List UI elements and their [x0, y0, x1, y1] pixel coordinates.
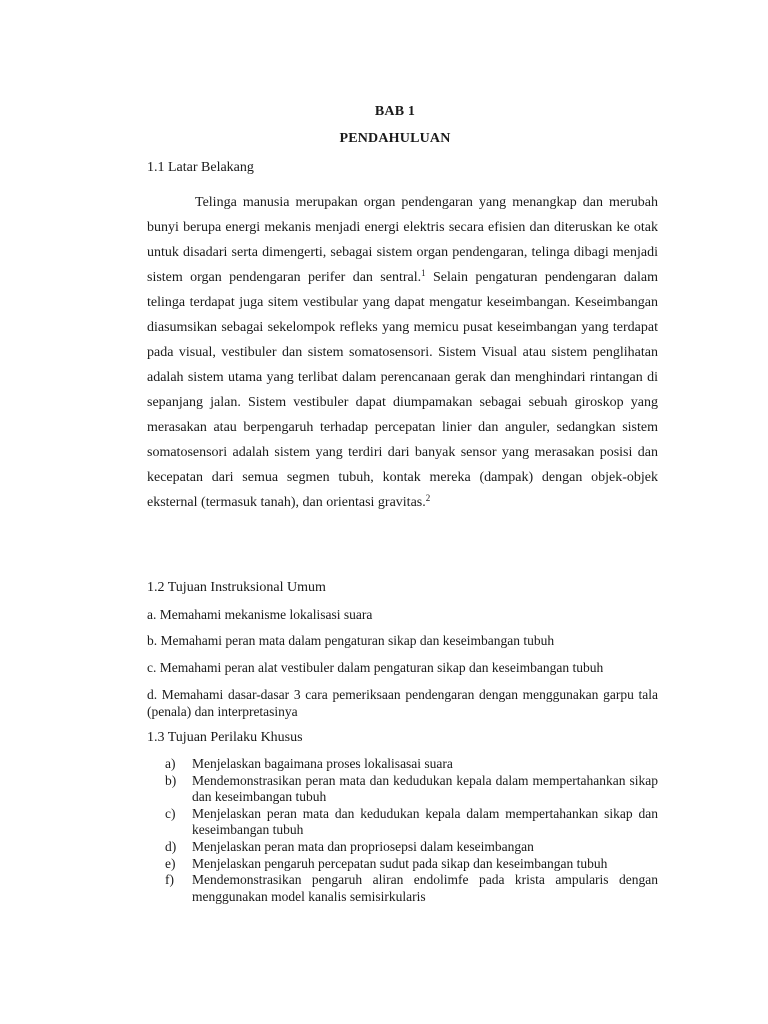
list-item-text: Menjelaskan peran mata dan kedudukan kepala dalam mempertahankan sikap dan keseimbangan tubuh [192, 805, 658, 838]
list-item [165, 872, 658, 905]
general-objective-d: d. Memahami dasar-dasar 3 cara pemeriksaan pendengaran dengan menggunakan garpu tala (penala) dan interpretasinya [147, 687, 658, 719]
list-marker: d) [165, 838, 177, 854]
chapter-number: BAB 1 [374, 104, 416, 119]
list-item-text: Menjelaskan pengaruh percepatan sudut pada sikap dan keseimbangan tubuh [192, 855, 608, 871]
section-heading-1-3: 1.3 Tujuan Perilaku Khusus [147, 730, 303, 745]
general-objective-a: a. Memahami mekanisme lokalisasi suara [147, 607, 373, 622]
chapter-title: PENDAHULUAN [339, 131, 451, 146]
list-marker: a) [165, 756, 176, 771]
list-item [165, 806, 658, 839]
list-item-text: Menjelaskan bagaimana proses lokalisasai suara [192, 756, 453, 771]
section-heading-1-2: 1.2 Tujuan Instruksional Umum [147, 580, 326, 595]
list-item [165, 839, 658, 856]
list-item [165, 756, 658, 773]
background-paragraph [147, 190, 658, 515]
paragraph-text-part1: Telinga manusia merupakan organ pendengaran yang menangkap dan merubah bunyi berupa energi mekanis menjadi energi elektris secara efisien dan diteruskan ke otak untuk disadari serta dimengerti, sebagai sistem organ pendengaran, telinga dibagi menjadi sistem organ pendengaran perifer dan sentral. [147, 195, 658, 285]
list-item [165, 773, 658, 806]
list-item-text: Mendemonstrasikan peran mata dan kedudukan kepala dalam mempertahankan sikap dan keseimbangan tubuh [192, 772, 658, 805]
list-item [165, 856, 658, 873]
footnote-ref-1: 1 [421, 268, 426, 278]
paragraph-text-part2: Selain pengaturan pendengaran dalam telinga terdapat juga sitem vestibular yang dapat mengatur keseimbangan. Keseimbangan diasumsikan sebagai sekelompok refleks yang memicu pusat keseimbangan yang terdapat pada visual, vestibuler dan sistem somatosensori. Sistem Visual atau sistem penglihatan adalah sistem utama yang terlibat dalam perencanaan gerak dan menghindari rintangan di sepanjang jalan. Sistem vestibuler dapat diumpamakan sebagai sebuah giroskop yang merasakan atau berpengaruh terhadap percepatan linier dan anguler, sedangkan sistem somatosensori adalah sistem yang terdiri dari banyak sensor yang merasakan posisi dan kecepatan dari semua segmen tubuh, kontak mereka (dampak) dengan objek-objek eksternal (termasuk tanah), dan orientasi gravitas. [147, 270, 658, 510]
list-marker: c) [165, 805, 176, 821]
general-objective-b: b. Memahami peran mata dalam pengaturan sikap dan keseimbangan tubuh [147, 633, 555, 648]
specific-objectives-list [165, 756, 658, 905]
general-objective-c: c. Memahami peran alat vestibuler dalam pengaturan sikap dan keseimbangan tubuh [147, 660, 604, 675]
list-item-text: Menjelaskan peran mata dan propriosepsi dalam keseimbangan [192, 838, 534, 854]
list-marker: e) [165, 855, 176, 871]
section-heading-1-1: 1.1 Latar Belakang [147, 160, 254, 175]
footnote-ref-2: 2 [425, 493, 431, 503]
list-item-text: Mendemonstrasikan pengaruh aliran endolimfe pada krista ampularis dengan menggunakan model kanalis semisirkularis [192, 872, 658, 904]
list-marker: f) [165, 872, 174, 888]
list-marker: b) [165, 772, 177, 788]
